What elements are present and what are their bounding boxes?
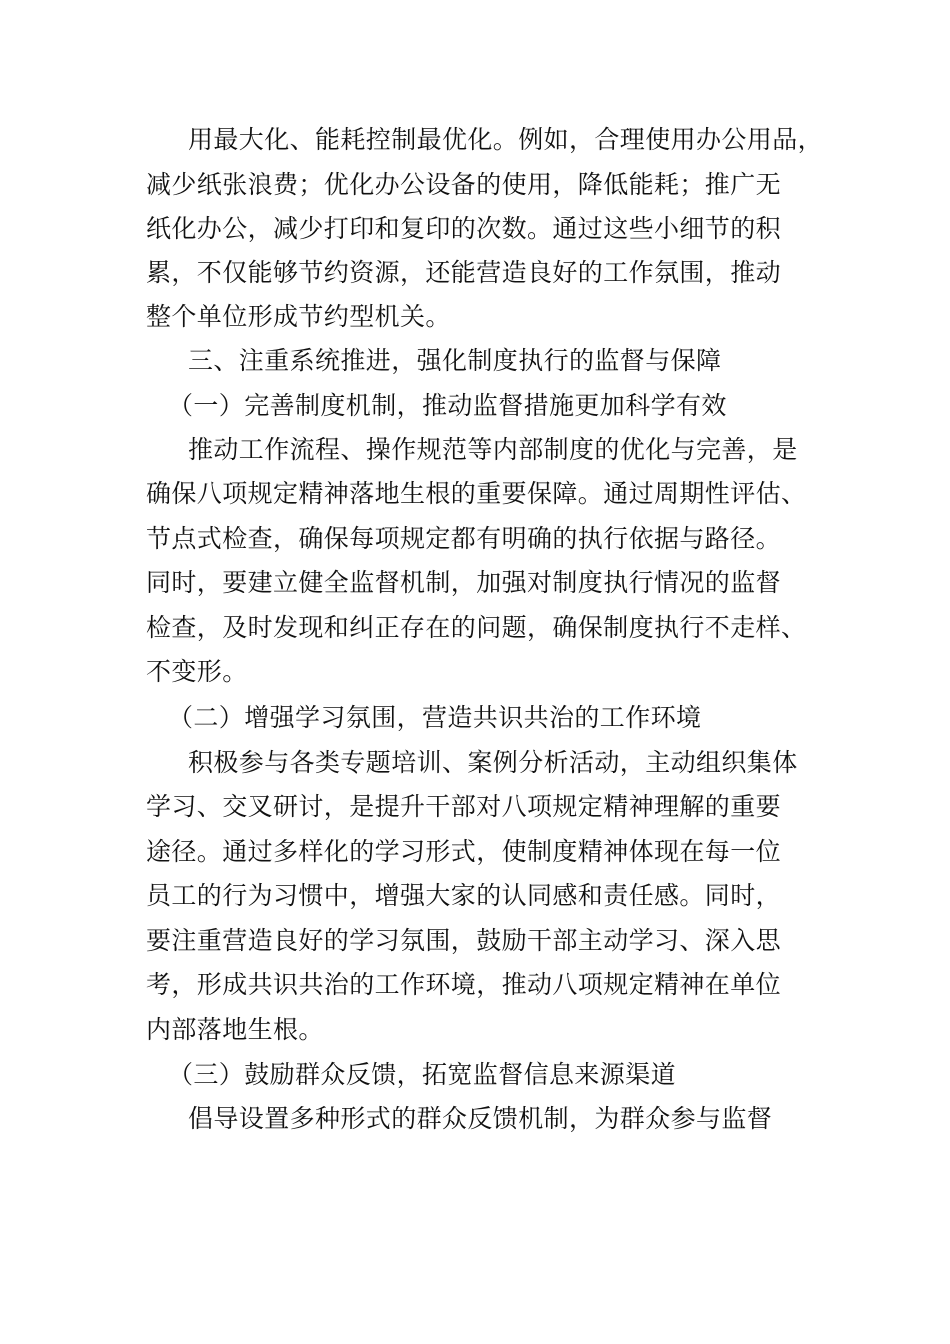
paragraph-line: 要注重营造良好的学习氛围，鼓励干部主动学习、深入思: [146, 926, 782, 955]
paragraph-line: 途径。通过多样化的学习形式，使制度精神体现在每一位: [146, 837, 782, 866]
paragraph-line: 内部落地生根。: [146, 1015, 324, 1044]
section-heading: 三、注重系统推进，强化制度执行的监督与保障: [188, 346, 722, 375]
paragraph-line: 倡导设置多种形式的群众反馈机制，为群众参与监督: [188, 1104, 773, 1133]
subsection-heading: （三）鼓励群众反馈，拓宽监督信息来源渠道: [168, 1060, 677, 1089]
subsection-heading: （二）增强学习氛围，营造共识共治的工作环境: [168, 703, 702, 732]
paragraph-line: 考，形成共识共治的工作环境，推动八项规定精神在单位: [146, 970, 782, 999]
paragraph-line: 检查，及时发现和纠正存在的问题，确保制度执行不走样、: [146, 613, 807, 642]
paragraph-line: 推动工作流程、操作规范等内部制度的优化与完善，是: [188, 435, 798, 464]
paragraph-line: 同时，要建立健全监督机制，加强对制度执行情况的监督: [146, 568, 782, 597]
paragraph-line: 减少纸张浪费；优化办公设备的使用，降低能耗；推广无: [146, 170, 782, 199]
paragraph-line: 不变形。: [146, 657, 248, 686]
paragraph-line: 员工的行为习惯中，增强大家的认同感和责任感。同时，: [146, 881, 782, 910]
subsection-heading: （一）完善制度机制，推动监督措施更加科学有效: [168, 391, 727, 420]
paragraph-line: 积极参与各类专题培训、案例分析活动，主动组织集体: [188, 748, 798, 777]
paragraph-line: 节点式检查，确保每项规定都有明确的执行依据与路径。: [146, 524, 782, 553]
paragraph-line: 确保八项规定精神落地生根的重要保障。通过周期性评估、: [146, 479, 807, 508]
paragraph-line: 累，不仅能够节约资源，还能营造良好的工作氛围，推动: [146, 258, 782, 287]
paragraph-line: 整个单位形成节约型机关。: [146, 302, 451, 331]
paragraph-line: 纸化办公，减少打印和复印的次数。通过这些小细节的积: [146, 214, 782, 243]
paragraph-line: 学习、交叉研讨，是提升干部对八项规定精神理解的重要: [146, 792, 782, 821]
paragraph-line: 用最大化、能耗控制最优化。例如，合理使用办公用品，: [188, 125, 824, 154]
